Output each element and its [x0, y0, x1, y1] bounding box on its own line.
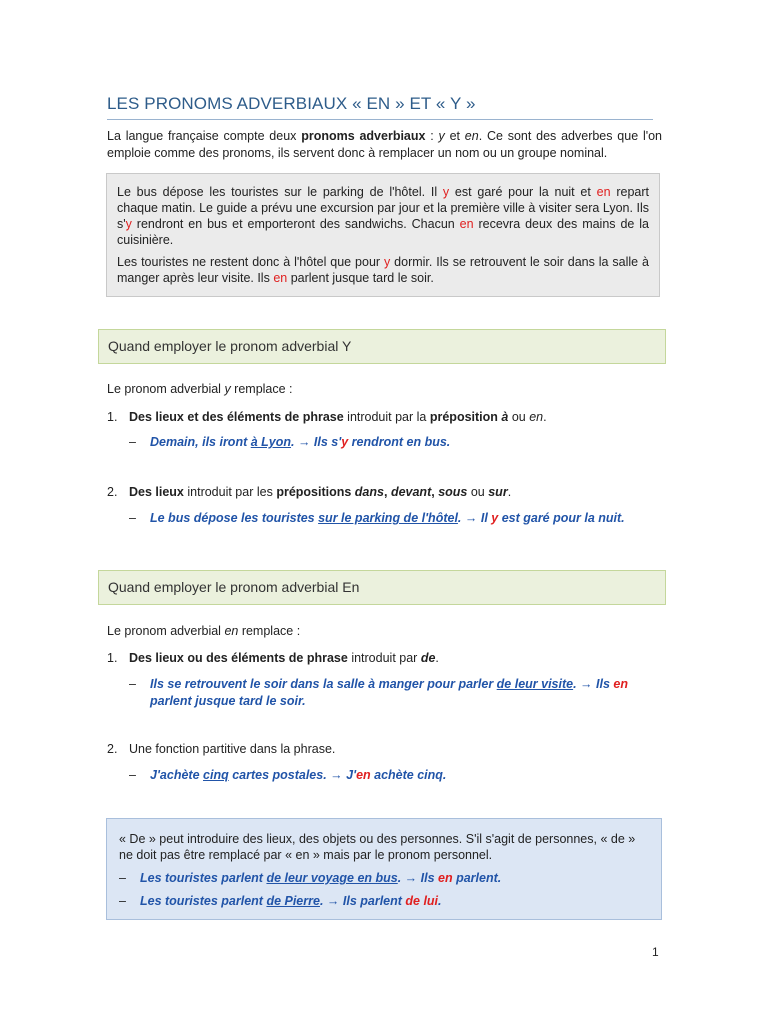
highlight-pronoun: en — [438, 871, 453, 885]
text-run: . — [435, 651, 439, 665]
example-text-box — [106, 173, 660, 297]
text-run: Le bus dépose les touristes sur le parking de l'hôtel. Il — [117, 185, 443, 199]
highlight-pronoun: en — [613, 677, 628, 691]
text-run: parlent jusque tard le soir. — [150, 694, 306, 708]
highlight-pronoun: y — [442, 185, 450, 199]
text-run: parlent jusque tard le soir. — [287, 271, 434, 285]
section-en-lead — [107, 624, 300, 638]
intro-text-2: : — [425, 129, 439, 143]
term-en: en — [224, 624, 239, 638]
text-run: parlent. — [452, 871, 502, 885]
text-run: recevra deux des mains de la cuisinière. — [117, 217, 650, 247]
item-number: 1. — [107, 651, 118, 665]
text-run: dormir. Ils se retrouvent le soir dans la salle à manger après leur visite. Ils — [117, 255, 649, 285]
text-run: introduit par les — [183, 485, 277, 499]
text-run: . — [507, 485, 512, 499]
highlight-pronoun: y — [341, 435, 349, 449]
note-text: « De » peut introduire des lieux, des objets ou des personnes. S'il s'agit de personnes, « de » ne doit pas être remplacé par « en » mais par le pronom personnel. — [119, 832, 636, 862]
text-run: . → Ils s' — [291, 435, 342, 449]
bold-phrase: préposition — [429, 410, 502, 424]
intro-text-1: La langue française compte deux — [107, 129, 302, 143]
bold-phrase: Des lieux et des éléments de phrase — [129, 410, 344, 424]
section-en-example-1 — [129, 676, 662, 710]
bold-phrase: Des lieux — [129, 485, 184, 499]
underlined-phrase: de leur visite — [496, 677, 574, 691]
highlight-pronoun: y — [125, 217, 132, 231]
text-run: est garé pour la nuit. — [498, 511, 625, 525]
section-header-en: Quand employer le pronom adverbial En — [98, 570, 666, 605]
intro-term-en: en — [464, 129, 479, 143]
page-number: 1 — [652, 945, 659, 959]
section-y-lead — [107, 382, 293, 396]
text-run: introduit par la — [343, 410, 430, 424]
text-run: ou — [508, 410, 530, 424]
highlight-pronoun: en — [459, 217, 474, 231]
highlight-pronoun: y — [384, 255, 391, 269]
section-en-item-2 — [107, 742, 662, 756]
intro-bold-term: pronoms adverbiaux — [301, 129, 426, 143]
underlined-phrase: cinq — [203, 768, 229, 782]
example-paragraph-2 — [117, 254, 649, 286]
bold-italic-term: à — [501, 410, 509, 424]
highlight-pronoun: de lui — [405, 894, 439, 908]
underlined-phrase: à Lyon — [250, 435, 292, 449]
note-example-1 — [119, 870, 649, 886]
text-run: Les touristes ne restent donc à l'hôtel que pour — [117, 255, 384, 269]
dash-bullet: – — [129, 511, 136, 525]
item-number: 2. — [107, 485, 118, 499]
bold-italic-term: sur — [488, 485, 508, 499]
section-y-example-2 — [129, 510, 662, 527]
text-run: introduit par — [347, 651, 421, 665]
section-en-item-1 — [107, 651, 662, 665]
dash-bullet: – — [119, 894, 126, 908]
section-y-item-1 — [107, 410, 662, 424]
comma: , — [431, 485, 439, 499]
text-run: est garé pour la nuit et — [449, 185, 597, 199]
underlined-phrase: de Pierre — [266, 894, 320, 908]
dash-bullet: – — [129, 768, 136, 782]
text-run: cartes postales. → J' — [228, 768, 357, 782]
bold-italic-term: sous — [438, 485, 468, 499]
text-run: . → Ils — [397, 871, 439, 885]
intro-text-4: . Ce sont des adverbes que l'on emploie comme des pronoms, ils servent donc à remplacer un nom ou un groupe nominal. — [107, 129, 663, 160]
text-run: . → Ils parlent — [319, 894, 406, 908]
text-run: ou — [467, 485, 489, 499]
page-title: LES PRONOMS ADVERBIAUX « EN » ET « Y » — [107, 94, 653, 120]
text-run: Le pronom adverbial — [107, 624, 225, 638]
example-paragraph-1 — [117, 184, 649, 248]
term-y: y — [224, 382, 231, 396]
bold-phrase: prépositions — [276, 485, 355, 499]
note-box — [106, 818, 662, 920]
italic-term: en — [529, 410, 544, 424]
text-run: remplace : — [238, 624, 301, 638]
dash-bullet: – — [129, 435, 136, 449]
text-run: Le bus dépose les touristes — [150, 511, 319, 525]
dash-bullet: – — [119, 871, 126, 885]
bold-italic-term: devant — [390, 485, 432, 499]
text-run: . → Ils — [573, 677, 614, 691]
bold-phrase: Des lieux ou des éléments de phrase — [129, 651, 348, 665]
intro-paragraph — [107, 128, 662, 162]
section-header-y: Quand employer le pronom adverbial Y — [98, 329, 666, 364]
text-run: Les touristes parlent — [140, 894, 267, 908]
text-run: remplace : — [230, 382, 293, 396]
underlined-phrase: sur le parking de l'hôtel — [318, 511, 458, 525]
text-run: Les touristes parlent — [140, 871, 267, 885]
intro-term-y: y — [438, 129, 445, 143]
text-run: achète cinq. — [370, 768, 447, 782]
section-y-item-2 — [107, 485, 662, 499]
highlight-pronoun: y — [491, 511, 499, 525]
bold-italic-term: dans — [354, 485, 384, 499]
text-run: Le pronom adverbial — [107, 382, 225, 396]
intro-text-3: et — [444, 129, 465, 143]
comma: , — [383, 485, 391, 499]
dash-bullet: – — [129, 677, 136, 691]
text-run: Une fonction partitive dans la phrase. — [129, 742, 336, 756]
item-number: 1. — [107, 410, 118, 424]
underlined-phrase: de leur voyage en bus — [266, 871, 398, 885]
highlight-pronoun: en — [596, 185, 611, 199]
text-run: repart chaque matin. Le guide a prévu une excursion par jour et la première ville à visiter sera Lyon. Ils s' — [117, 185, 649, 231]
text-run: rendront en bus. — [348, 435, 451, 449]
text-run: Ils se retrouvent le soir dans la salle à manger pour parler — [150, 677, 497, 691]
text-run: . — [543, 410, 547, 424]
highlight-pronoun: en — [356, 768, 371, 782]
section-en-example-2 — [129, 767, 662, 784]
section-y-example-1 — [129, 434, 662, 451]
note-example-2 — [119, 893, 649, 909]
text-run: . → Il — [457, 511, 492, 525]
text-run: J'achète — [150, 768, 204, 782]
text-run: Demain, ils iront — [150, 435, 251, 449]
item-number: 2. — [107, 742, 118, 756]
highlight-pronoun: en — [273, 271, 288, 285]
text-run: . — [438, 894, 442, 908]
bold-italic-term: de — [420, 651, 436, 665]
text-run: rendront en bus et emporteront des sandwichs. Chacun — [131, 217, 460, 231]
